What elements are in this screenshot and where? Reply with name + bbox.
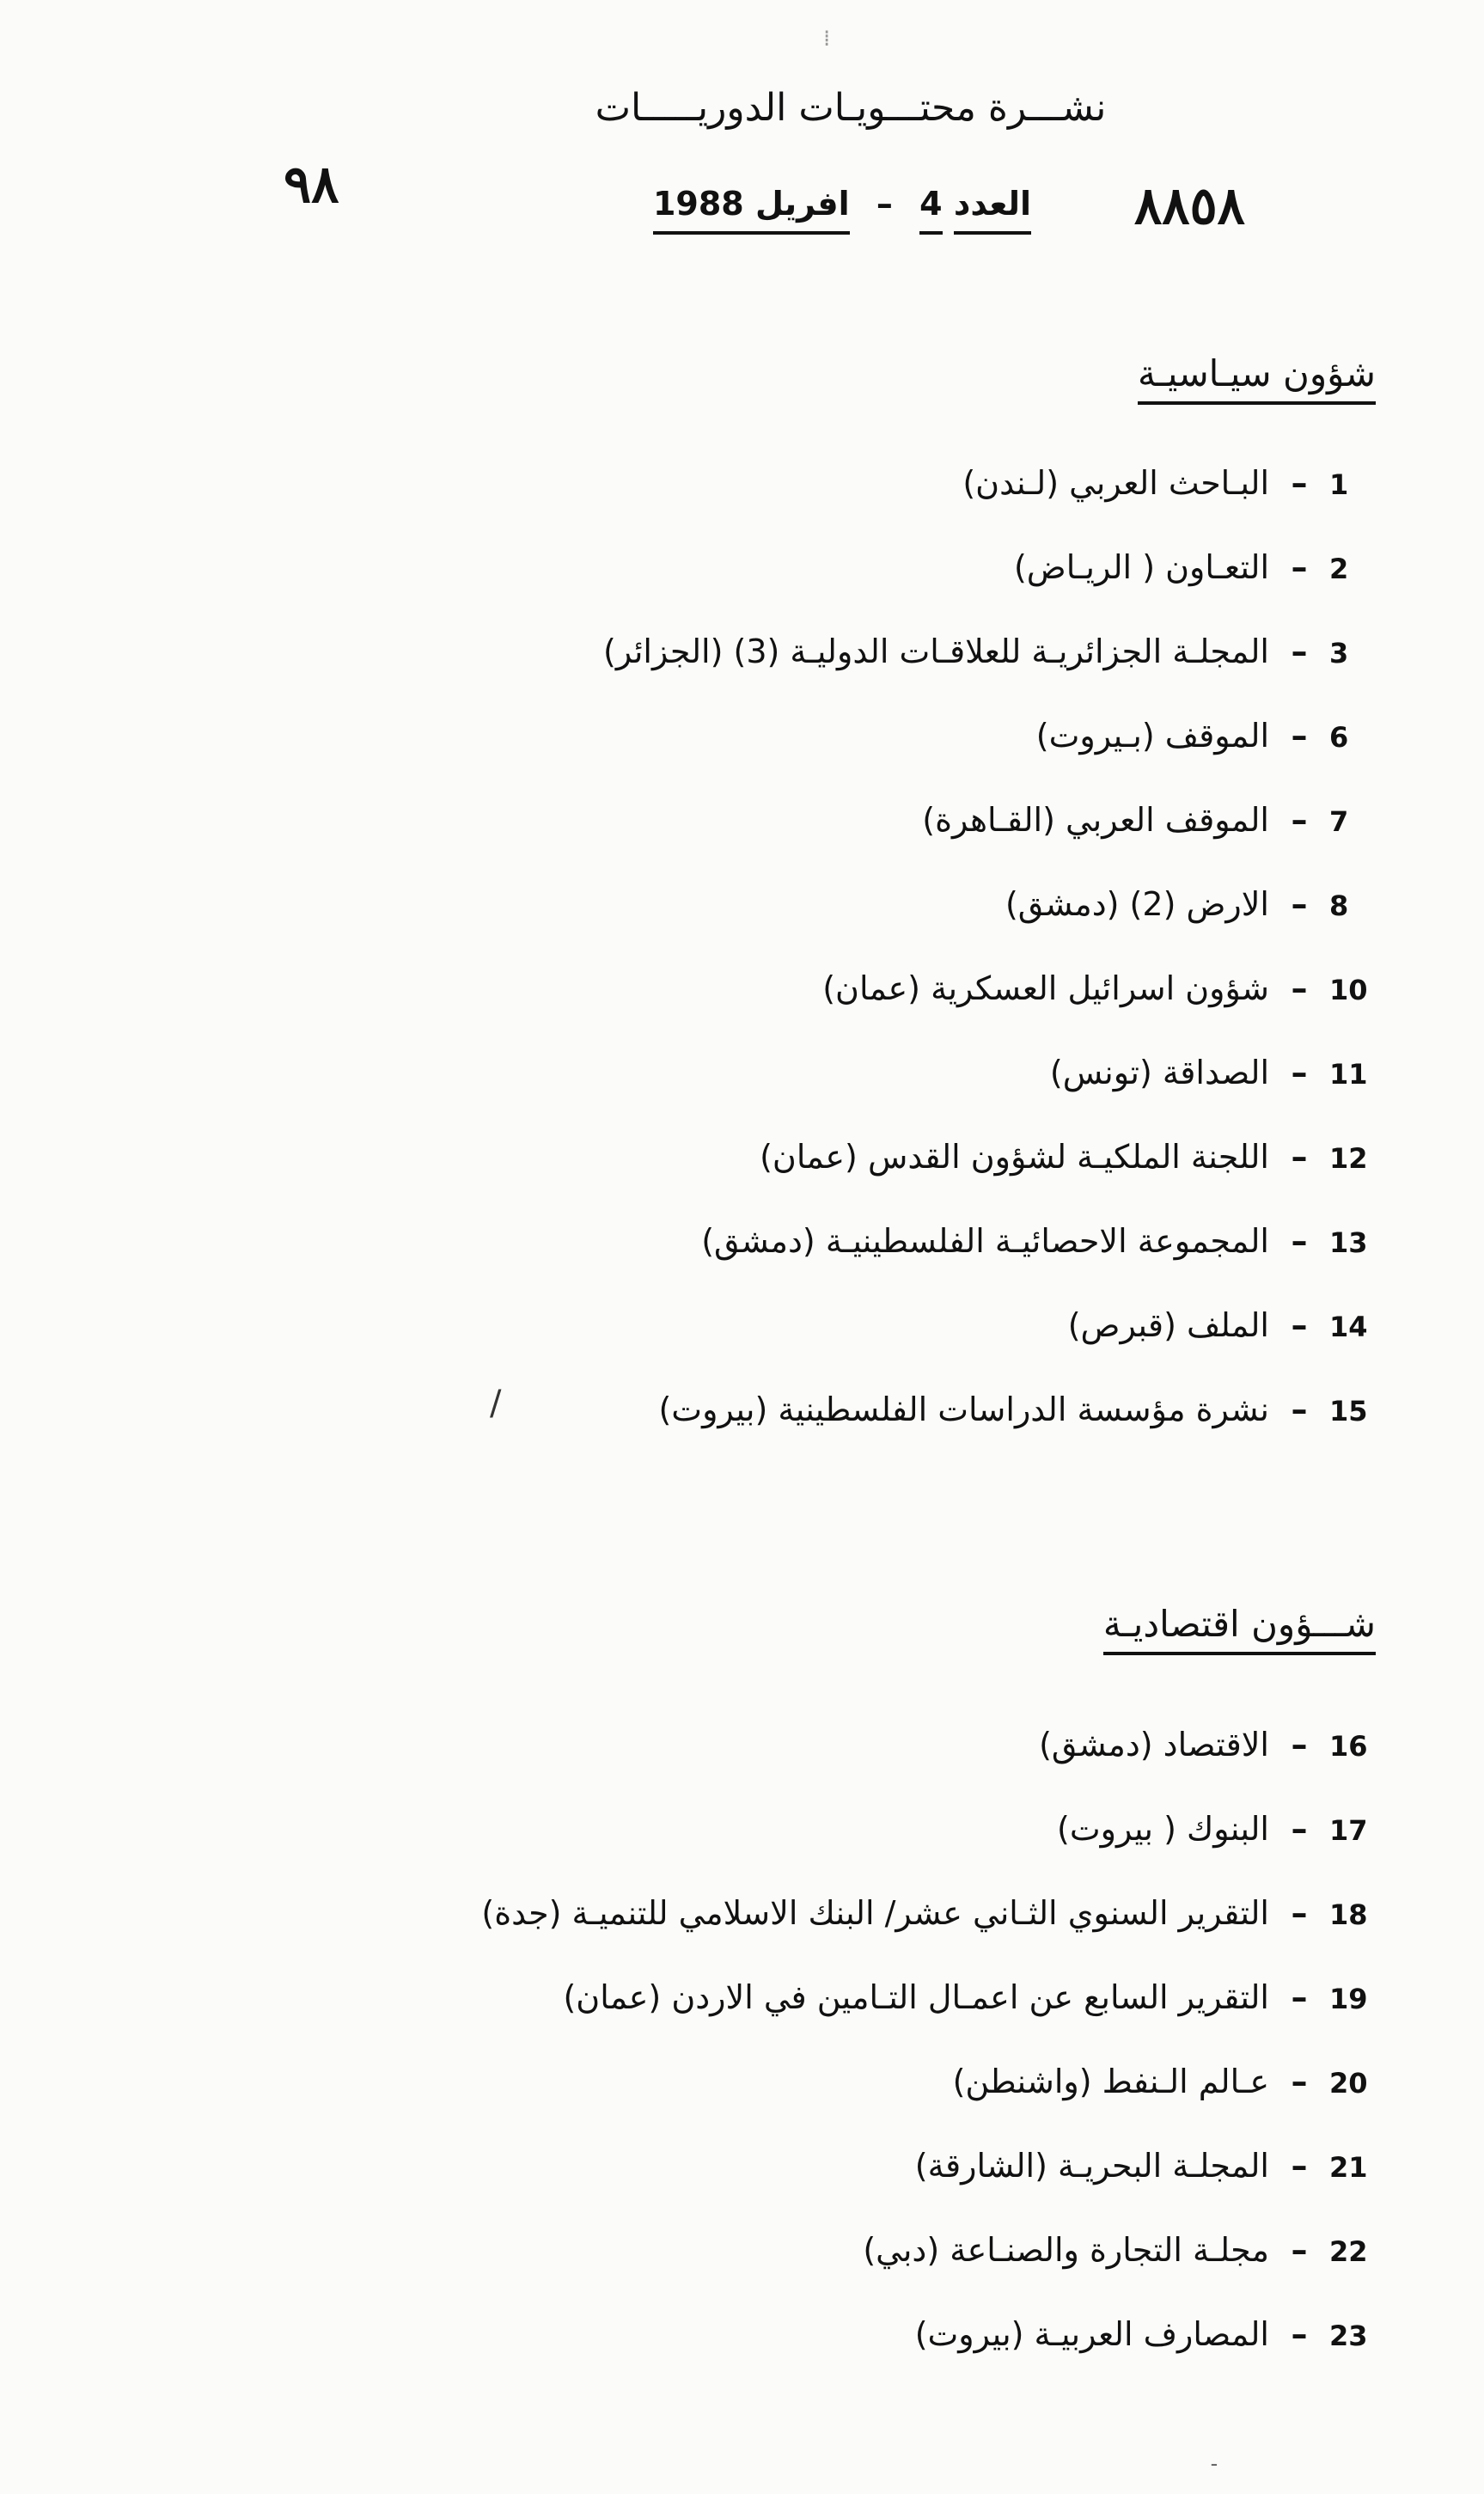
scan-speck: ـ [1212,2449,1217,2470]
item-title: المجلـة البحريـة (الشارقة) [914,2147,1269,2185]
item-number: 1 [1329,468,1349,501]
item-title: نشرة مؤسسة الدراسات الفلسطينية (بيروت) [658,1391,1269,1428]
list-item: 10 – شؤون اسرائيل العسكرية (عمان) [603,969,1398,1054]
list-item: 13 – المجموعة الاحصائيـة الفلسطينيـة (دمشق) [603,1222,1398,1306]
item-number: 6 [1329,721,1349,754]
pen-stroke-mark: / [490,1384,502,1423]
political-periodicals-list [603,464,1398,1475]
list-item: 6 – الموقف (بـيروت) [603,717,1398,801]
item-number: 11 [1329,1058,1368,1091]
item-number: 12 [1329,1142,1368,1175]
item-number: 7 [1329,805,1349,838]
issue-separator: – [876,185,893,223]
list-item: 12 – اللجنة الملكيـة لشؤون القدس (عمان) [603,1138,1398,1222]
item-title: مجلـة التجارة والصنـاعة (دبي) [863,2231,1269,2269]
bulletin-title: نشـــرة محتـــويـات الدوريـــــات [595,86,1107,130]
list-item: 1 – البـاحث العربي (لـندن) [603,464,1398,548]
item-title: التقرير السابع عن اعمـال التـامين في الاردن (عمان) [563,1978,1269,2016]
item-title: عـالم الـنفط (واشنطن) [952,2063,1269,2100]
item-title: الاقتصاد (دمشق) [1039,1726,1269,1764]
item-title: الارض (2) (دمشق) [1005,885,1269,923]
item-title: المجموعة الاحصائيـة الفلسطينيـة (دمشق) [701,1222,1269,1260]
list-item: 22 – مجلـة التجارة والصنـاعة (دبي) [481,2231,1398,2315]
list-item: 8 – الارض (2) (دمشق) [603,885,1398,969]
item-number: 10 [1329,974,1368,1006]
list-item: 14 – الملف (قبرص) [603,1306,1398,1391]
item-title: الموقف العربي (القـاهرة) [922,801,1269,839]
list-item: 23 – المصارف العربيـة (بيروت) [481,2315,1398,2399]
item-title: الصداقة (تونس) [1049,1054,1269,1091]
section-heading-political: شؤون سيـاسيـة [1138,352,1376,405]
list-item: 3 – المجلـة الجزائريـة للعلاقـات الدوليـة (3) (الجزائر) [603,633,1398,717]
economic-periodicals-list [481,1726,1398,2399]
scan-speck: ⁞ [823,26,831,52]
list-item: 16 – الاقتصاد (دمشق) [481,1726,1398,1810]
item-title: الملف (قبرص) [1067,1306,1269,1344]
item-title: البنوك ( بيروت) [1057,1810,1269,1848]
item-title: الموقف (بـيروت) [1035,717,1269,755]
handwritten-code-right: ٨٨٥٨ [1134,176,1245,236]
item-number: 20 [1329,2067,1368,2100]
item-number: 3 [1329,637,1349,669]
item-number: 18 [1329,1898,1368,1931]
item-number: 17 [1329,1814,1368,1847]
list-item: 18 – التقرير السنوي الثـاني عشر/ البنك الاسلامي للتنميـة (جدة) [481,1894,1398,1978]
item-number: 8 [1329,889,1349,922]
item-title: شؤون اسرائيل العسكرية (عمان) [822,969,1269,1007]
item-title: التعـاون ( الريـاض) [1013,548,1269,586]
item-title: المجلـة الجزائريـة للعلاقـات الدوليـة (3) (الجزائر) [603,633,1269,670]
list-item: 21 – المجلـة البحريـة (الشارقة) [481,2147,1398,2231]
item-title: المصارف العربيـة (بيروت) [914,2315,1269,2353]
handwritten-code-left: ٩٨ [284,155,339,215]
item-number: 16 [1329,1730,1368,1763]
list-item: 19 – التقرير السابع عن اعمـال التـامين في الاردن (عمان) [481,1978,1398,2063]
issue-label: العدد [954,185,1031,235]
item-number: 13 [1329,1226,1368,1259]
item-title: البـاحث العربي (لـندن) [962,464,1269,502]
item-number: 2 [1329,553,1349,585]
item-number: 21 [1329,2151,1368,2184]
item-title: التقرير السنوي الثـاني عشر/ البنك الاسلامي للتنميـة (جدة) [481,1894,1269,1932]
item-number: 23 [1329,2320,1368,2352]
list-item: 2 – التعـاون ( الريـاض) [603,548,1398,633]
section-heading-economic: شـــؤون اقتصاديـة [1103,1603,1376,1655]
item-number: 14 [1329,1311,1368,1343]
item-title: اللجنة الملكيـة لشؤون القدس (عمان) [760,1138,1269,1176]
list-item: 20 – عـالم الـنفط (واشنطن) [481,2063,1398,2147]
issue-number: 4 [919,185,942,235]
list-item: 11 – الصداقة (تونس) [603,1054,1398,1138]
item-number: 15 [1329,1395,1368,1427]
item-number: 22 [1329,2235,1368,2268]
issue-line [602,185,1083,223]
list-item: 17 – البنوك ( بيروت) [481,1810,1398,1894]
list-item: 7 – الموقف العربي (القـاهرة) [603,801,1398,885]
issue-date: افريل 1988 [653,185,850,235]
item-number: 19 [1329,1983,1368,2015]
list-item: 15 – نشرة مؤسسة الدراسات الفلسطينية (بيروت) [603,1391,1398,1475]
